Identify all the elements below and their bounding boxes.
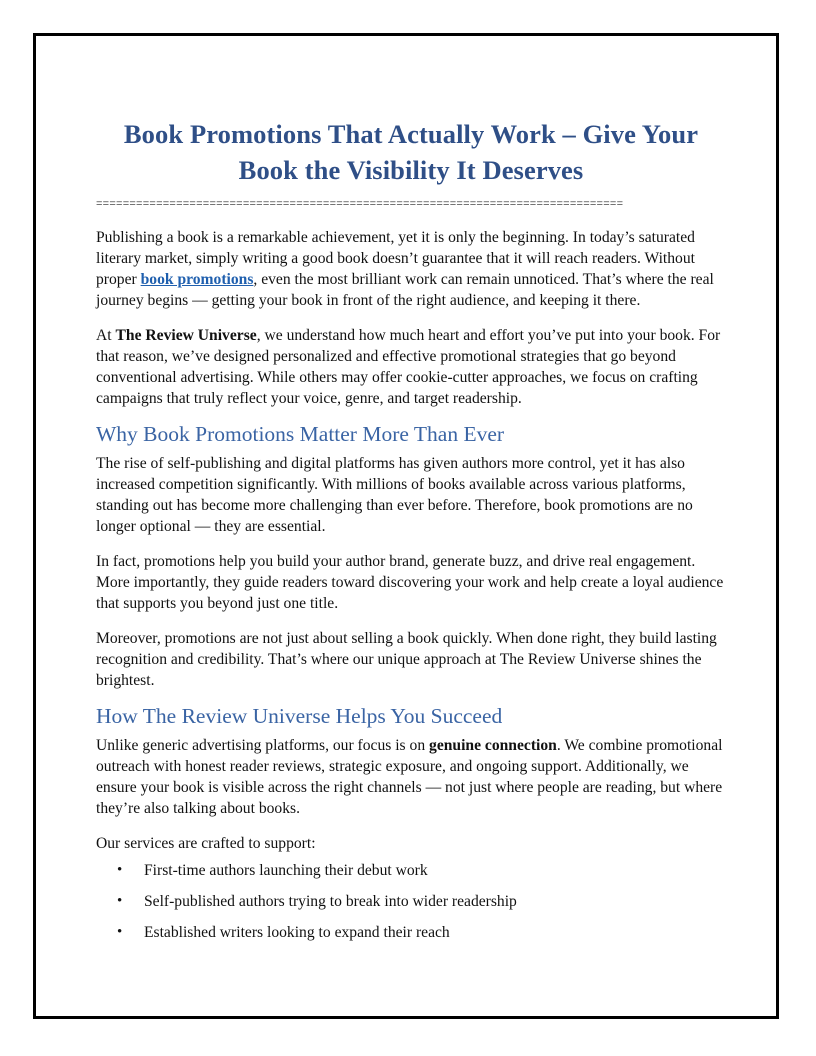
bullet-icon: • — [117, 893, 123, 909]
how-text-a: Unlike generic advertising platforms, our focus is on — [96, 737, 430, 754]
how-text-b: . We combine promotional outreach with honest reader reviews, strategic exposure, and ongoing support. Additionally, we ensure your book is visible across the right channels — not just where people are reading, but where they’re also talking about books. — [96, 737, 723, 817]
why-paragraph-3: Moreover, promotions are not just about selling a book quickly. When done right, they build lasting recognition and credibility. That’s where our unique approach at The Review Universe shines the brightest. — [96, 630, 717, 689]
list-item-text: Self-published authors trying to break into wider readership — [144, 893, 517, 910]
why-paragraph-2: In fact, promotions help you build your author brand, generate buzz, and drive real engagement. More importantly, they guide readers toward discovering your work and help create a loyal audience that supports you beyond just one title. — [96, 553, 724, 612]
list-item-text: Established writers looking to expand their reach — [144, 924, 450, 941]
how-paragraph-1 — [96, 735, 726, 819]
bullet-icon: • — [117, 924, 123, 940]
why-paragraph-1: The rise of self-publishing and digital platforms has given authors more control, yet it has also increased competition significantly. With millions of books available across various platforms, standing out has become more challenging than ever before. Therefore, book promotions are no longer optional — they are essential. — [96, 455, 693, 535]
list-item — [96, 922, 726, 943]
bullet-icon: • — [117, 862, 123, 878]
list-item — [96, 860, 726, 881]
intro2-text-b: , we understand how much heart and effort you’ve put into your book. For that reason, we’ve designed personalized and effective promotional strategies that go beyond conventional advertising. While others may offer cookie-cutter approaches, we focus on crafting campaigns that truly reflect your voice, genre, and target readership. — [96, 327, 721, 407]
list-item — [96, 891, 726, 912]
intro-text-b: , even the most brilliant work can remain unnoticed. That’s where the real journey begins — getting your book in front of the right audience, and keeping it there. — [96, 271, 714, 309]
page-title: Book Promotions That Actually Work – Give Your Book the Visibility It Deserves — [123, 119, 699, 185]
genuine-connection-bold: genuine connection — [429, 737, 557, 754]
book-promotions-link[interactable]: book promotions — [140, 271, 254, 288]
section-heading-why: Why Book Promotions Matter More Than Ever — [96, 422, 505, 446]
intro-text-a: Publishing a book is a remarkable achievement, yet it is only the beginning. In today’s saturated literary market, simply writing a good book doesn’t guarantee that it will reach readers. Without proper — [96, 229, 695, 288]
intro-paragraph-2 — [96, 325, 726, 409]
services-intro: Our services are crafted to support: — [96, 835, 316, 852]
section-heading-how: How The Review Universe Helps You Succeed — [96, 704, 503, 728]
separator-line: =============================================================================== — [96, 198, 624, 210]
company-name: The Review Universe — [115, 327, 257, 344]
services-list — [96, 860, 726, 943]
intro-paragraph-1 — [96, 227, 726, 311]
list-item-text: First-time authors launching their debut work — [144, 862, 428, 879]
document-body — [96, 116, 726, 953]
intro2-text-a: At — [96, 327, 116, 344]
